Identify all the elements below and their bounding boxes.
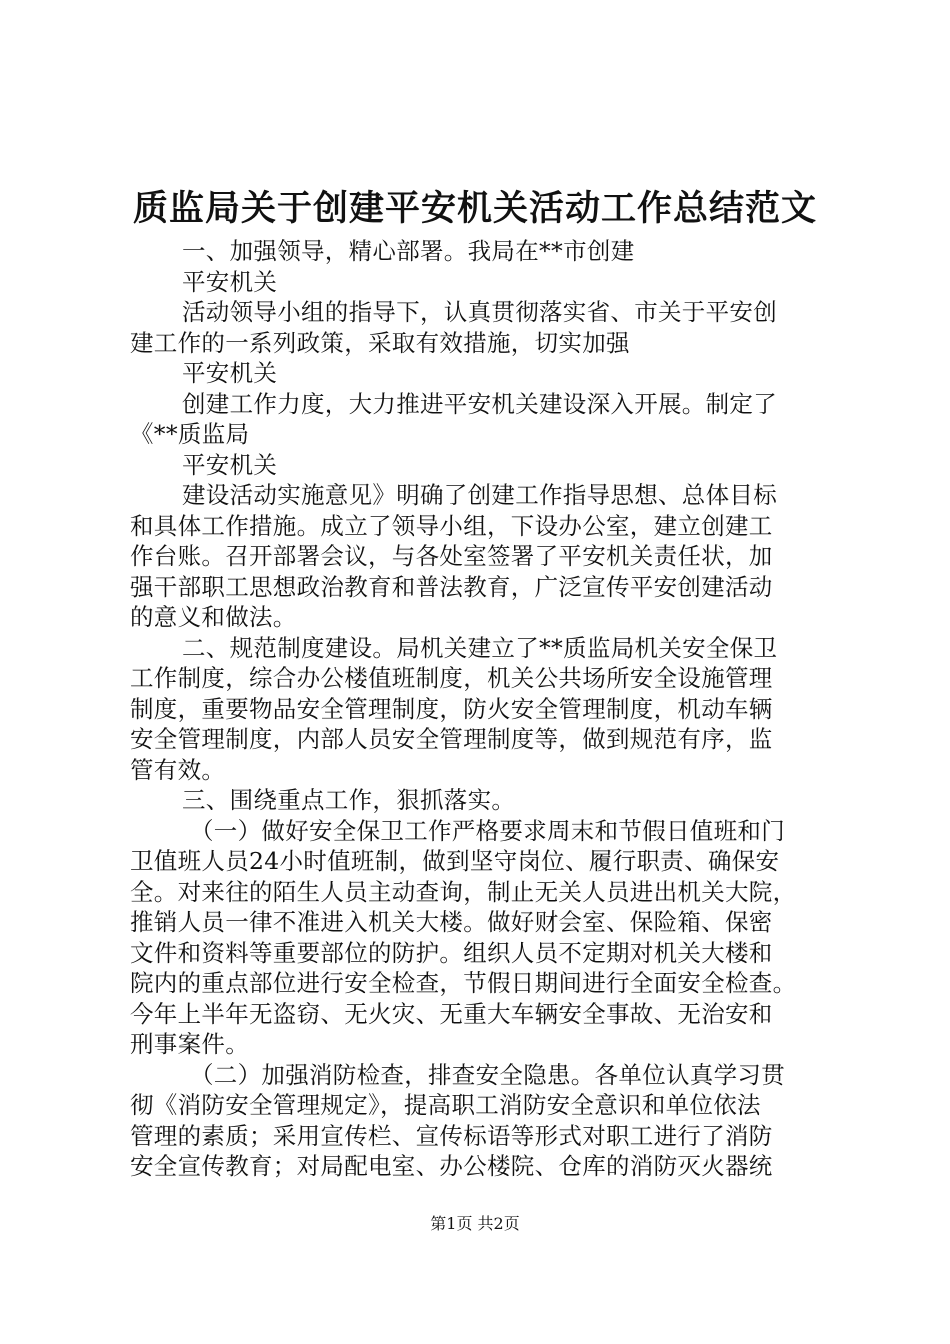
document-body <box>130 236 830 1182</box>
text-line: 二、规范制度建设。局机关建立了**质监局机关安全保卫 <box>182 633 778 662</box>
text-line: 平安机关 <box>182 450 278 479</box>
text-line: 制度，重要物品安全管理制度，防火安全管理制度，机动车辆 <box>130 694 773 723</box>
text-line: 的意义和做法。 <box>130 603 297 631</box>
text-line: 安全管理制度，内部人员安全管理制度等，做到规范有序，监 <box>130 725 773 753</box>
text-line: 平安机关 <box>182 359 278 387</box>
text-line: 工作制度，综合办公楼值班制度，机关公共场所安全设施管理 <box>130 664 773 692</box>
document-title: 质监局关于创建平安机关活动工作总结范文 <box>132 188 817 229</box>
text-line: （一）做好安全保卫工作严格要求周末和节假日值班和门 <box>190 816 785 845</box>
text-line: 强干部职工思想政治教育和普法教育，广泛宣传平安创建活动 <box>130 572 773 601</box>
text-line: 院内的重点部位进行安全检查，节假日期间进行全面安全检查。 <box>130 969 797 997</box>
text-line: 活动领导小组的指导下，认真贯彻落实省、市关于平安创 <box>182 298 777 326</box>
page-footer: 第1页 共2页 <box>430 1214 520 1233</box>
text-line: 刑事案件。 <box>130 1030 249 1058</box>
text-line: 全。对来往的陌生人员主动查询，制止无关人员进出机关大院， <box>130 877 797 906</box>
text-line: 文件和资料等重要部位的防护。组织人员不定期对机关大楼和 <box>130 938 773 967</box>
text-line: 推销人员一律不准进入机关大楼。做好财会室、保险箱、保密 <box>130 908 773 936</box>
text-line: 彻《消防安全管理规定》，提高职工消防安全意识和单位依法 <box>130 1091 761 1119</box>
text-line: 管有效。 <box>130 755 226 784</box>
text-line: 建设活动实施意见》明确了创建工作指导思想、总体目标 <box>182 481 777 509</box>
text-line: 管理的素质；采用宣传栏、宣传标语等形式对职工进行了消防 <box>130 1121 773 1150</box>
text-line: 和具体工作措施。成立了领导小组，下设办公室，建立创建工 <box>130 511 773 540</box>
text-line: 安全宣传教育；对局配电室、办公楼院、仓库的消防灭火器统 <box>130 1152 773 1180</box>
text-line: 作台账。召开部署会议，与各处室签署了平安机关责任状，加 <box>130 542 773 570</box>
text-line: 卫值班人员24小时值班制，做到坚守岗位、履行职责、确保安 <box>130 847 780 875</box>
text-line: 《**质监局 <box>130 420 250 448</box>
text-line: 今年上半年无盗窃、无火灾、无重大车辆安全事故、无治安和 <box>130 999 773 1028</box>
text-line: 一、加强领导，精心部署。我局在**市创建 <box>182 237 635 265</box>
text-line: 创建工作力度，大力推进平安机关建设深入开展。制定了 <box>182 389 777 418</box>
text-line: 三、围绕重点工作，狠抓落实。 <box>182 786 516 814</box>
text-line: 平安机关 <box>182 267 278 296</box>
text-line: （二）加强消防检查，排查安全隐患。各单位认真学习贯 <box>190 1060 785 1089</box>
text-line: 建工作的一系列政策，采取有效措施，切实加强 <box>130 328 630 357</box>
